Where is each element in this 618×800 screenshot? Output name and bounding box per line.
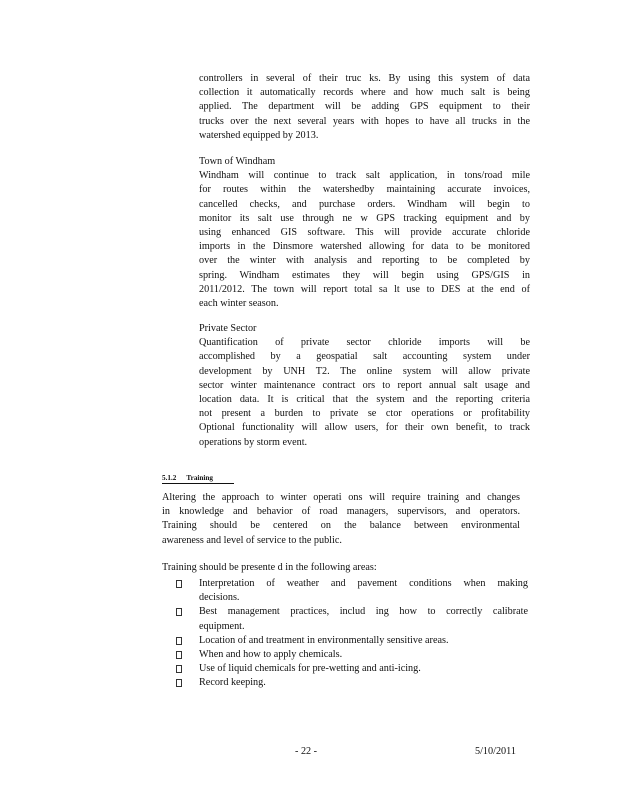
text-line: location data. It is critical that the system and the reporting criteria — [199, 393, 530, 405]
text-line: Quantification of private sector chloride imports will be — [199, 337, 530, 349]
text-line: Altering the approach to winter operati ons will require training and changes — [162, 492, 520, 503]
training-paragraph — [162, 491, 520, 548]
list-item — [176, 648, 528, 662]
text-line: When and how to apply chemicals. — [199, 648, 343, 660]
section-number: 5.1.2 — [162, 474, 177, 482]
text-line: spring. Windham estimates they will begin using GPS/GIS in — [199, 269, 530, 281]
text-line: decisions. — [199, 592, 240, 604]
section-heading — [162, 474, 234, 484]
list-item — [176, 634, 528, 648]
text-line: imports in the Dinsmore watershed allowing for data to be monitored — [199, 241, 530, 253]
text-line: 2011/2012. The town will report total sa lt use to DES at the end of — [199, 283, 530, 295]
text-line: Windham will continue to track salt application, in tons/road mile — [199, 170, 530, 182]
footer-date: 5/10/2011 — [475, 746, 516, 757]
bullet-box-icon — [176, 665, 182, 673]
text-line: cancelled checks, and purchase orders. Windham will begin to — [199, 198, 530, 210]
areas-intro — [162, 561, 520, 575]
subheading-private-sector: Private Sector — [199, 323, 257, 334]
text-line: using enhanced GIS software. This will provide accurate chloride — [199, 226, 530, 238]
text-line: operations by storm event. — [199, 436, 308, 448]
section-title: Training — [186, 474, 214, 482]
text-line: awareness and level of service to the public. — [162, 534, 342, 546]
text-line: applied. The department will be adding GPS equipment to their — [199, 101, 530, 113]
text-line: Optional functionality will allow users, for their own benefit, to track — [199, 422, 530, 434]
list-item — [176, 662, 528, 676]
page-number: - 22 - — [295, 746, 318, 757]
text-line: Use of liquid chemicals for pre-wetting and anti-icing. — [199, 663, 421, 675]
windham-paragraph — [199, 155, 530, 311]
text-line: for routes within the watershedby maintaining accurate invoices, — [199, 184, 530, 196]
bullet-box-icon — [176, 608, 182, 616]
text-line: in knowledge and behavior of road managers, supervisors, and operators. — [162, 506, 520, 518]
text-line: Training should be presente d in the following areas: — [162, 562, 377, 573]
private-sector-paragraph — [199, 322, 530, 450]
training-areas-list — [176, 577, 528, 691]
text-line: not present a burden to private se ctor operations or profitability — [199, 408, 530, 420]
bullet-box-icon — [176, 637, 182, 645]
bullet-box-icon — [176, 679, 182, 687]
text-line: trucks over the next several years with hopes to have all trucks in the — [199, 115, 530, 127]
text-line: collection it automatically records where and how much salt is being — [199, 87, 530, 99]
text-line: Location of and treatment in environmentally sensitive areas. — [199, 634, 449, 646]
text-line: over the winter with analysis and reporting to be completed by — [199, 255, 530, 267]
text-line: Interpretation of weather and pavement conditions when making — [199, 578, 528, 589]
text-line: accomplished by a geospatial salt accounting system under — [199, 351, 530, 363]
intro-paragraph — [199, 72, 530, 143]
text-line: development by UNH T2. The online system will allow private — [199, 365, 530, 377]
text-line: Training should be centered on the balance between environmental — [162, 520, 520, 532]
text-line: watershed equipped by 2013. — [199, 129, 319, 141]
bullet-box-icon — [176, 651, 182, 659]
text-line: Best management practices, includ ing how to correctly calibrate — [199, 606, 528, 618]
list-item — [176, 676, 528, 690]
text-line: each winter season. — [199, 297, 279, 309]
list-item — [176, 605, 528, 633]
text-line: monitor its salt use through ne w GPS tracking equipment and by — [199, 212, 530, 224]
text-line: sector winter maintenance contract ors to report annual salt usage and — [199, 379, 530, 391]
text-line: Record keeping. — [199, 677, 266, 689]
subheading-windham: Town of Windham — [199, 156, 276, 167]
text-line: controllers in several of their truc ks. By using this system of data — [199, 73, 530, 84]
text-line: equipment. — [199, 620, 245, 632]
list-item — [176, 577, 528, 605]
bullet-box-icon — [176, 580, 182, 588]
